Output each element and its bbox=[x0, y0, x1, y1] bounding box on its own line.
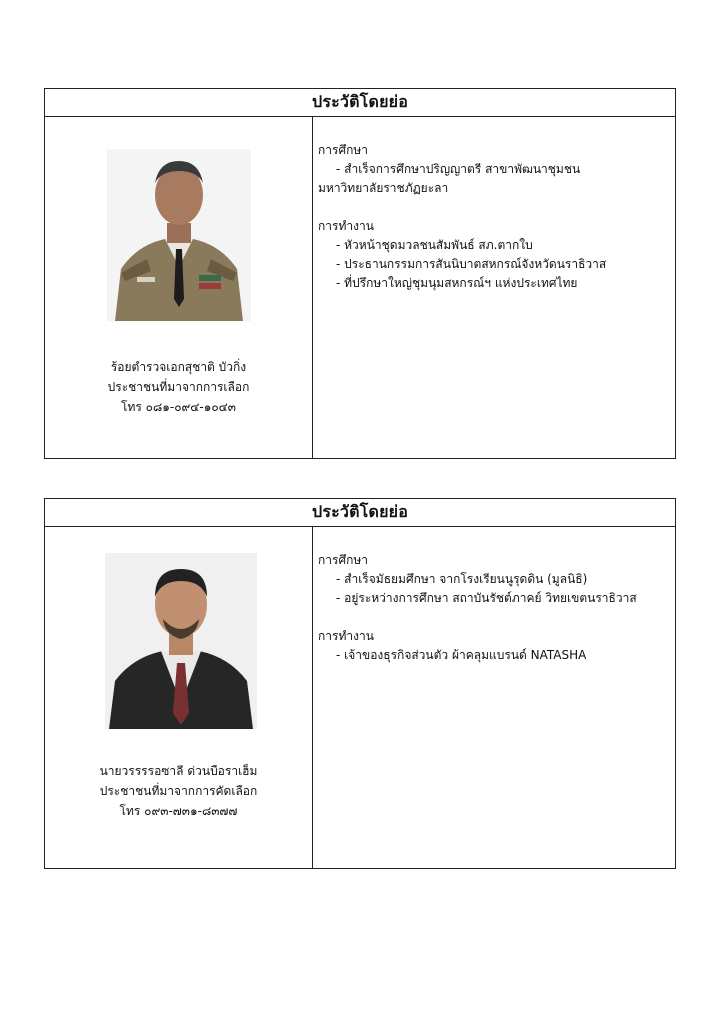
work-item: - เจ้าของธุรกิจส่วนตัว ผ้าคลุมแบรนด์ NATASHA bbox=[336, 648, 587, 662]
profile-card-2 bbox=[44, 498, 676, 869]
education-heading: การศึกษา bbox=[318, 553, 368, 567]
person-phone: โทร ๐๘๑-๐๙๔-๑๐๔๓ bbox=[121, 400, 236, 414]
education-item: - สำเร็จมัธยมศึกษา จากโรงเรียนนูรุดดิน (มูลนิธิ) bbox=[336, 572, 588, 586]
work-item: - หัวหน้าชุดมวลชนสัมพันธ์ สภ.ตากใบ bbox=[336, 238, 533, 252]
person-phone: โทร ๐๙๓-๗๓๑-๘๓๗๗ bbox=[119, 804, 238, 818]
education-item: - อยู่ระหว่างการศึกษา สถาบันรัชต์ภาคย์ วิทยเขตนราธิวาส bbox=[336, 591, 637, 605]
details-column bbox=[313, 117, 675, 458]
work-heading: การทำงาน bbox=[318, 219, 374, 233]
work-heading: การทำงาน bbox=[318, 629, 374, 643]
details-column bbox=[313, 527, 675, 868]
card-title: ประวัติโดยย่อ bbox=[45, 89, 675, 117]
person-role: ประชาชนที่มาจากการคัดเลือก bbox=[99, 784, 258, 798]
person-name: นายวรรรรอซาลี ด่วนบือราเฮ็ม bbox=[99, 764, 258, 778]
work-item: - ประธานกรรมการสันนิบาตสหกรณ์จังหวัดนราธิวาส bbox=[336, 257, 607, 271]
card-title: ประวัติโดยย่อ bbox=[45, 499, 675, 527]
education-item-continued: มหาวิทยาลัยราชภัฏยะลา bbox=[318, 181, 449, 195]
portrait-photo-uniform bbox=[107, 149, 251, 321]
education-item: - สำเร็จการศึกษาปริญญาตรี สาขาพัฒนาชุมชน bbox=[336, 162, 581, 176]
photo-column bbox=[45, 527, 313, 868]
work-item: - ที่ปรึกษาใหญ่ชุมนุมสหกรณ์ฯ แห่งประเทศไทย bbox=[336, 276, 578, 290]
person-role: ประชาชนที่มาจากการเลือก bbox=[107, 380, 250, 394]
portrait-photo-suit bbox=[105, 553, 257, 729]
person-name: ร้อยตำรวจเอกสุชาติ บัวกิ่ง bbox=[110, 360, 247, 374]
education-heading: การศึกษา bbox=[318, 143, 368, 157]
photo-column bbox=[45, 117, 313, 458]
profile-card-1 bbox=[44, 88, 676, 459]
